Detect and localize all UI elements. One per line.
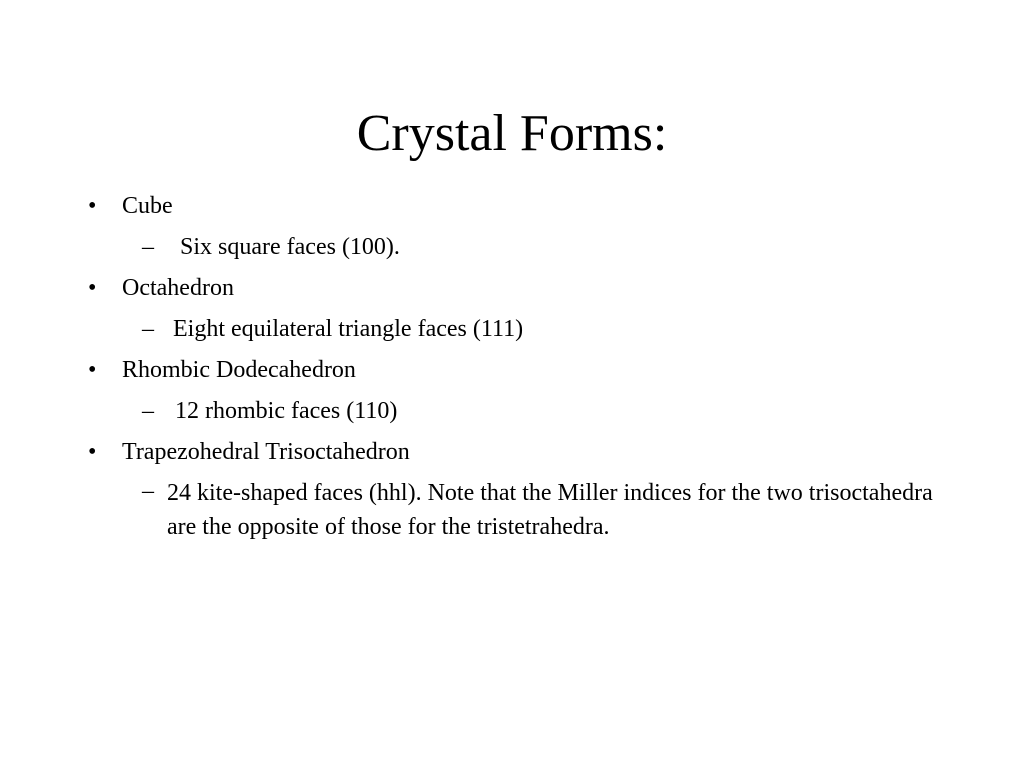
bullet-label: Octahedron [122, 275, 234, 301]
sub-bullet-text: 24 kite-shaped faces (hhl). Note that the Miller indices for the two trisoctahedra are the opposite of those for the tristetrahedra. [167, 480, 933, 540]
sub-bullet-cube [88, 228, 948, 266]
sub-bullet-rhombic-dodecahedron [88, 392, 948, 430]
sub-bullet-marker: – [142, 478, 154, 504]
bullet-marker: • [88, 275, 97, 301]
bullet-marker: • [88, 193, 97, 219]
bullet-item-octahedron [88, 269, 948, 307]
sub-bullet-marker: – [142, 234, 154, 260]
bullet-label: Cube [122, 193, 173, 219]
sub-bullet-text: Six square faces (100). [180, 234, 400, 260]
sub-bullet-text: Eight equilateral triangle faces (111) [173, 316, 524, 342]
sub-bullet-text: 12 rhombic faces (110) [175, 398, 398, 424]
bullet-label: Trapezohedral Trisoctahedron [122, 439, 410, 465]
bullet-item-cube [88, 187, 948, 225]
bullet-marker: • [88, 439, 97, 465]
sub-bullet-marker: – [142, 316, 154, 342]
sub-bullet-octahedron [88, 310, 948, 348]
bullet-label: Rhombic Dodecahedron [122, 357, 356, 383]
sub-bullet-trapezohedral-trisoctahedron [88, 474, 948, 544]
slide-title: Crystal Forms: [356, 105, 668, 162]
sub-bullet-marker: – [142, 398, 154, 424]
bullet-marker: • [88, 357, 97, 383]
bullet-item-rhombic-dodecahedron [88, 351, 948, 389]
bullet-list [88, 184, 948, 544]
bullet-item-trapezohedral-trisoctahedron [88, 433, 948, 471]
